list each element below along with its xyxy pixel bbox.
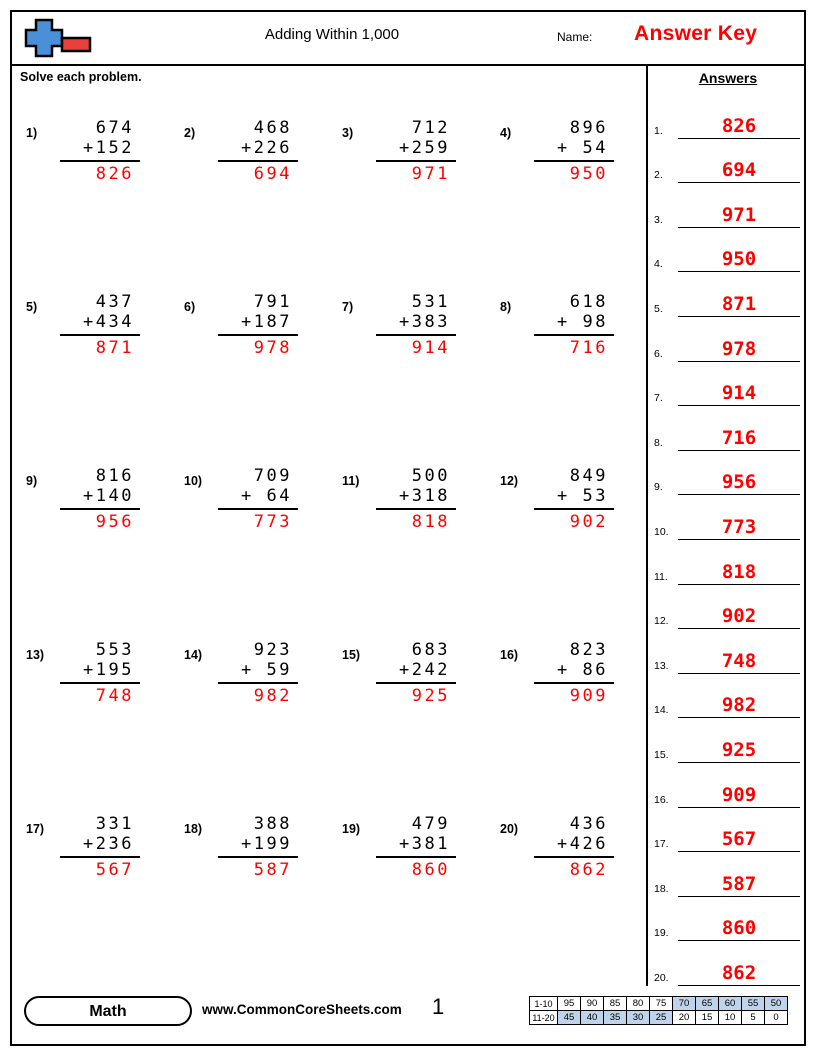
problem-number: 20)	[500, 822, 519, 836]
problem-stack	[534, 814, 614, 880]
addend-bottom: +236	[83, 834, 134, 854]
score-cell: 60	[719, 997, 742, 1011]
addend-bottom: +187	[241, 312, 292, 332]
sum-rule	[218, 507, 298, 510]
problem-stack	[218, 640, 298, 706]
problem-cell	[486, 630, 644, 804]
score-cell: 35	[604, 1011, 627, 1025]
answers-panel	[652, 70, 804, 986]
problem-stack	[218, 814, 298, 880]
problem-row	[12, 282, 646, 456]
addend-top: 436	[569, 814, 608, 834]
problem-number: 2)	[184, 126, 196, 140]
problem-cell	[170, 630, 328, 804]
problem-row	[12, 804, 646, 978]
answer-index: 9.	[654, 481, 663, 494]
score-row-2	[530, 1011, 788, 1025]
sum-rule	[60, 507, 140, 510]
answer-index: 16.	[654, 793, 669, 806]
problem-answer: 694	[253, 164, 292, 184]
problem-number: 7)	[342, 300, 354, 314]
addend-bottom: + 98	[557, 312, 608, 332]
addend-top: 500	[411, 466, 450, 486]
answer-value: 982	[721, 694, 757, 717]
addend-top: 531	[411, 292, 450, 312]
answer-index: 3.	[654, 213, 663, 226]
vertical-divider	[646, 66, 648, 986]
answer-row	[652, 852, 804, 897]
answer-value: 826	[721, 114, 757, 137]
answer-value: 748	[721, 649, 757, 672]
worksheet-page	[10, 10, 806, 1046]
answer-row	[652, 228, 804, 273]
problem-answer: 773	[253, 512, 292, 532]
page-number: 1	[432, 994, 445, 1019]
problem-number: 19)	[342, 822, 361, 836]
addend-bottom: + 53	[557, 486, 608, 506]
answer-row	[652, 763, 804, 808]
answers-heading: Answers	[698, 70, 758, 86]
problem-stack	[534, 640, 614, 706]
subject-badge: Math	[24, 996, 192, 1026]
page-title: Adding Within 1,000	[264, 26, 400, 43]
problem-stack	[376, 466, 456, 532]
answer-value: 567	[721, 828, 757, 851]
score-row-1-label: 1-10	[530, 997, 558, 1011]
answer-index: 1.	[654, 124, 663, 137]
sum-rule	[60, 681, 140, 684]
addend-top: 479	[411, 814, 450, 834]
addend-bottom: +140	[83, 486, 134, 506]
sum-rule	[534, 507, 614, 510]
addend-top: 712	[411, 118, 450, 138]
answer-row	[652, 317, 804, 362]
addend-bottom: +381	[399, 834, 450, 854]
problem-stack	[60, 118, 140, 184]
answer-index: 18.	[654, 882, 669, 895]
problem-number: 1)	[26, 126, 38, 140]
answer-index: 15.	[654, 748, 669, 761]
sum-rule	[60, 333, 140, 336]
answer-row	[652, 718, 804, 763]
problem-number: 11)	[342, 474, 360, 488]
answer-row	[652, 941, 804, 986]
problem-answer: 902	[569, 512, 608, 532]
problem-stack	[218, 292, 298, 358]
sum-rule	[376, 333, 456, 336]
problem-cell	[170, 108, 328, 282]
addend-bottom: +195	[83, 660, 134, 680]
addend-top: 388	[253, 814, 292, 834]
addend-bottom: +426	[557, 834, 608, 854]
answer-index: 12.	[654, 615, 669, 628]
problem-answer: 925	[411, 686, 450, 706]
sum-rule	[218, 159, 298, 162]
answer-value: 587	[721, 872, 757, 895]
score-cell: 55	[742, 997, 765, 1011]
sum-rule	[218, 681, 298, 684]
answer-row	[652, 139, 804, 184]
website-url: www.CommonCoreSheets.com	[202, 1002, 402, 1017]
answer-index: 10.	[654, 525, 669, 538]
problem-number: 3)	[342, 126, 354, 140]
addend-bottom: + 54	[557, 138, 608, 158]
problem-row	[12, 630, 646, 804]
score-row-2-label: 11-20	[530, 1011, 558, 1025]
problem-cell	[328, 108, 486, 282]
problem-answer: 716	[569, 338, 608, 358]
problem-stack	[218, 466, 298, 532]
addend-bottom: +152	[83, 138, 134, 158]
score-cell: 70	[673, 997, 696, 1011]
answer-value: 871	[721, 292, 757, 315]
score-cell: 10	[719, 1011, 742, 1025]
problem-answer: 982	[253, 686, 292, 706]
addend-top: 923	[253, 640, 292, 660]
score-cell: 45	[558, 1011, 581, 1025]
page-header	[12, 12, 804, 64]
addend-bottom: +199	[241, 834, 292, 854]
header-divider	[12, 64, 804, 66]
problem-cell	[12, 282, 170, 456]
answer-value: 694	[721, 159, 757, 182]
problem-number: 14)	[184, 648, 203, 662]
score-cell: 5	[742, 1011, 765, 1025]
score-cell: 85	[604, 997, 627, 1011]
problem-answer: 862	[569, 860, 608, 880]
problem-number: 4)	[500, 126, 512, 140]
answer-row	[652, 585, 804, 630]
answer-index: 5.	[654, 302, 663, 315]
addend-bottom: +383	[399, 312, 450, 332]
problem-number: 8)	[500, 300, 512, 314]
problem-cell	[12, 630, 170, 804]
score-cell: 0	[765, 1011, 788, 1025]
sum-rule	[60, 159, 140, 162]
answer-index: 8.	[654, 436, 663, 449]
problem-answer: 971	[411, 164, 450, 184]
score-cell: 65	[696, 997, 719, 1011]
sum-rule	[534, 681, 614, 684]
answer-index: 7.	[654, 392, 663, 405]
addend-top: 618	[569, 292, 608, 312]
problem-number: 6)	[184, 300, 196, 314]
score-cell: 15	[696, 1011, 719, 1025]
problem-answer: 914	[411, 338, 450, 358]
score-cell: 30	[627, 1011, 650, 1025]
addend-top: 791	[253, 292, 292, 312]
problem-number: 18)	[184, 822, 203, 836]
addend-bottom: + 64	[241, 486, 292, 506]
sum-rule	[534, 855, 614, 858]
addend-bottom: +226	[241, 138, 292, 158]
addend-top: 896	[569, 118, 608, 138]
answer-row	[652, 406, 804, 451]
score-cell: 40	[581, 1011, 604, 1025]
addend-top: 674	[95, 118, 134, 138]
problem-cell	[170, 456, 328, 630]
answer-row	[652, 897, 804, 942]
problem-cell	[486, 282, 644, 456]
sum-rule	[534, 333, 614, 336]
problem-answer: 978	[253, 338, 292, 358]
answer-value: 925	[721, 738, 757, 761]
answer-row	[652, 94, 804, 139]
problem-cell	[486, 456, 644, 630]
answer-value: 773	[721, 515, 757, 538]
sum-rule	[376, 507, 456, 510]
problem-answer: 860	[411, 860, 450, 880]
problems-grid	[12, 108, 646, 978]
page-footer	[12, 982, 804, 1044]
problem-cell	[328, 804, 486, 978]
answer-row	[652, 362, 804, 407]
problem-answer: 909	[569, 686, 608, 706]
problem-number: 5)	[26, 300, 38, 314]
problem-answer: 950	[569, 164, 608, 184]
sum-rule	[376, 159, 456, 162]
answer-index: 4.	[654, 258, 663, 271]
score-row-1	[530, 997, 788, 1011]
problem-stack	[534, 118, 614, 184]
score-cell: 95	[558, 997, 581, 1011]
score-cell: 25	[650, 1011, 673, 1025]
addend-top: 709	[253, 466, 292, 486]
answer-index: 19.	[654, 927, 669, 940]
answer-value: 978	[721, 337, 757, 360]
problem-stack	[60, 814, 140, 880]
addend-bottom: +434	[83, 312, 134, 332]
problem-cell	[12, 804, 170, 978]
problem-stack	[376, 118, 456, 184]
instructions: Solve each problem.	[20, 70, 142, 84]
problem-cell	[328, 456, 486, 630]
answer-value: 971	[721, 203, 757, 226]
problem-cell	[170, 804, 328, 978]
answer-row	[652, 272, 804, 317]
answer-row	[652, 808, 804, 853]
answer-value: 914	[721, 382, 757, 405]
answer-index: 6.	[654, 347, 663, 360]
addend-top: 553	[95, 640, 134, 660]
answer-row	[652, 451, 804, 496]
problem-number: 15)	[342, 648, 361, 662]
addend-bottom: + 59	[241, 660, 292, 680]
sum-rule	[534, 159, 614, 162]
problem-cell	[328, 282, 486, 456]
problem-answer: 567	[95, 860, 134, 880]
sum-rule	[60, 855, 140, 858]
addend-top: 816	[95, 466, 134, 486]
problem-stack	[60, 466, 140, 532]
problem-number: 16)	[500, 648, 519, 662]
sum-rule	[376, 855, 456, 858]
answer-value: 909	[721, 783, 757, 806]
problem-number: 12)	[500, 474, 519, 488]
addend-top: 437	[95, 292, 134, 312]
answer-key-badge: Answer Key	[634, 22, 758, 45]
answer-value: 862	[721, 961, 757, 984]
problem-answer: 826	[95, 164, 134, 184]
problem-cell	[170, 282, 328, 456]
problem-stack	[534, 466, 614, 532]
problem-stack	[376, 292, 456, 358]
sum-rule	[218, 333, 298, 336]
problem-stack	[376, 640, 456, 706]
answer-row	[652, 674, 804, 719]
problem-cell	[12, 456, 170, 630]
score-cell: 90	[581, 997, 604, 1011]
problem-cell	[486, 804, 644, 978]
problem-stack	[60, 292, 140, 358]
problem-stack	[376, 814, 456, 880]
answer-index: 11.	[654, 570, 668, 583]
addend-bottom: +259	[399, 138, 450, 158]
addend-top: 849	[569, 466, 608, 486]
answer-value: 902	[721, 605, 757, 628]
answer-row	[652, 540, 804, 585]
addend-top: 331	[95, 814, 134, 834]
problem-number: 17)	[26, 822, 45, 836]
problem-stack	[534, 292, 614, 358]
problem-stack	[218, 118, 298, 184]
problem-number: 13)	[26, 648, 45, 662]
addend-top: 468	[253, 118, 292, 138]
answer-row	[652, 495, 804, 540]
problem-answer: 871	[95, 338, 134, 358]
answer-value: 950	[721, 248, 757, 271]
problem-cell	[486, 108, 644, 282]
answer-index: 20.	[654, 971, 669, 984]
problem-cell	[328, 630, 486, 804]
answer-index: 14.	[654, 704, 669, 717]
answer-row	[652, 183, 804, 228]
problem-answer: 587	[253, 860, 292, 880]
answer-value: 716	[721, 426, 757, 449]
name-label: Name:	[557, 30, 593, 44]
answer-value: 956	[721, 471, 757, 494]
problem-cell	[12, 108, 170, 282]
sum-rule	[376, 681, 456, 684]
addend-bottom: +318	[399, 486, 450, 506]
problem-answer: 818	[411, 512, 450, 532]
score-table	[529, 996, 788, 1025]
sum-rule	[218, 855, 298, 858]
answer-row	[652, 629, 804, 674]
problem-answer: 956	[95, 512, 134, 532]
score-cell: 75	[650, 997, 673, 1011]
problem-row	[12, 456, 646, 630]
answer-index: 2.	[654, 169, 663, 182]
score-cell: 20	[673, 1011, 696, 1025]
answer-value: 818	[721, 560, 757, 583]
score-cell: 50	[765, 997, 788, 1011]
problem-row	[12, 108, 646, 282]
answer-value: 860	[721, 917, 757, 940]
addend-bottom: + 86	[557, 660, 608, 680]
problem-number: 10)	[184, 474, 203, 488]
problem-number: 9)	[26, 474, 38, 488]
addend-bottom: +242	[399, 660, 450, 680]
addend-top: 823	[569, 640, 608, 660]
problem-stack	[60, 640, 140, 706]
score-cell: 80	[627, 997, 650, 1011]
answer-index: 13.	[654, 659, 669, 672]
problem-answer: 748	[95, 686, 134, 706]
answer-index: 17.	[654, 838, 669, 851]
addend-top: 683	[411, 640, 450, 660]
